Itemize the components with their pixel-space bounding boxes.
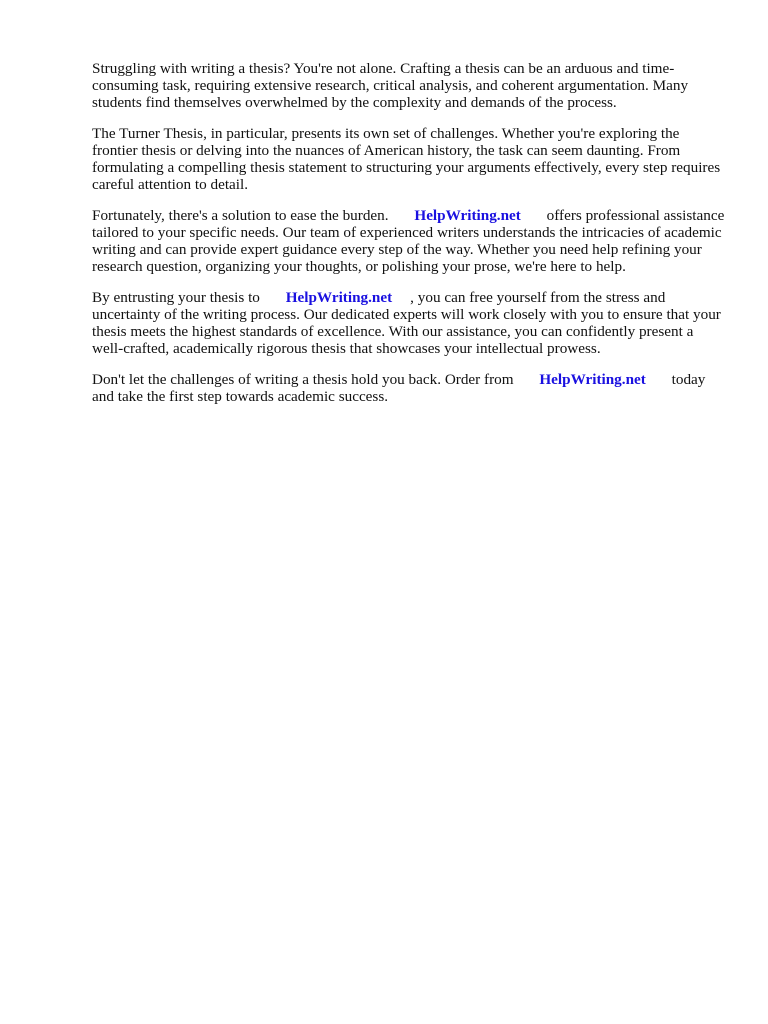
paragraph-intro bbox=[92, 60, 728, 111]
helpwriting-link[interactable]: HelpWriting.net bbox=[285, 289, 393, 306]
document-page bbox=[92, 60, 728, 419]
paragraph-entrusting bbox=[92, 289, 728, 357]
helpwriting-link[interactable]: HelpWriting.net bbox=[414, 207, 521, 224]
paragraph-text-before: Don't let the challenges of writing a thesis hold you back. Order from bbox=[92, 371, 514, 388]
paragraph-text-after: offers professional assistance tailored to your specific needs. Our team of experienced writers understands the intricacies of academic writing and can provide expert guidance every step of the way. Whether you need help refining your research question, organizing your thoughts, or polishing your prose, we're here to help. bbox=[92, 207, 725, 275]
helpwriting-link[interactable]: HelpWriting.net bbox=[539, 371, 646, 388]
paragraph-text: Struggling with writing a thesis? You're not alone. Crafting a thesis can be an arduous and time-consuming task, requiring extensive research, critical analysis, and coherent argumentation. Many students find themselves overwhelmed by the complexity and demands of the process. bbox=[92, 60, 689, 111]
paragraph-turner-thesis bbox=[92, 125, 728, 193]
paragraph-text-before: By entrusting your thesis to bbox=[92, 289, 260, 306]
paragraph-solution bbox=[92, 207, 728, 275]
paragraph-call-to-action bbox=[92, 371, 728, 405]
paragraph-text: The Turner Thesis, in particular, presents its own set of challenges. Whether you're exploring the frontier thesis or delving into the nuances of American history, the task can seem daunting. From formulating a compelling thesis statement to structuring your arguments effectively, every step requires careful attention to detail. bbox=[92, 125, 721, 193]
paragraph-text-after: today and take the first step towards academic success. bbox=[92, 371, 706, 405]
paragraph-text-after: , you can free yourself from the stress and uncertainty of the writing process. Our dedicated experts will work closely with you to ensure that your thesis meets the highest standards of excellence. With our assistance, you can confidently present a well-crafted, academically rigorous thesis that showcases your intellectual prowess. bbox=[92, 289, 721, 357]
paragraph-text-before: Fortunately, there's a solution to ease the burden. bbox=[92, 207, 389, 224]
